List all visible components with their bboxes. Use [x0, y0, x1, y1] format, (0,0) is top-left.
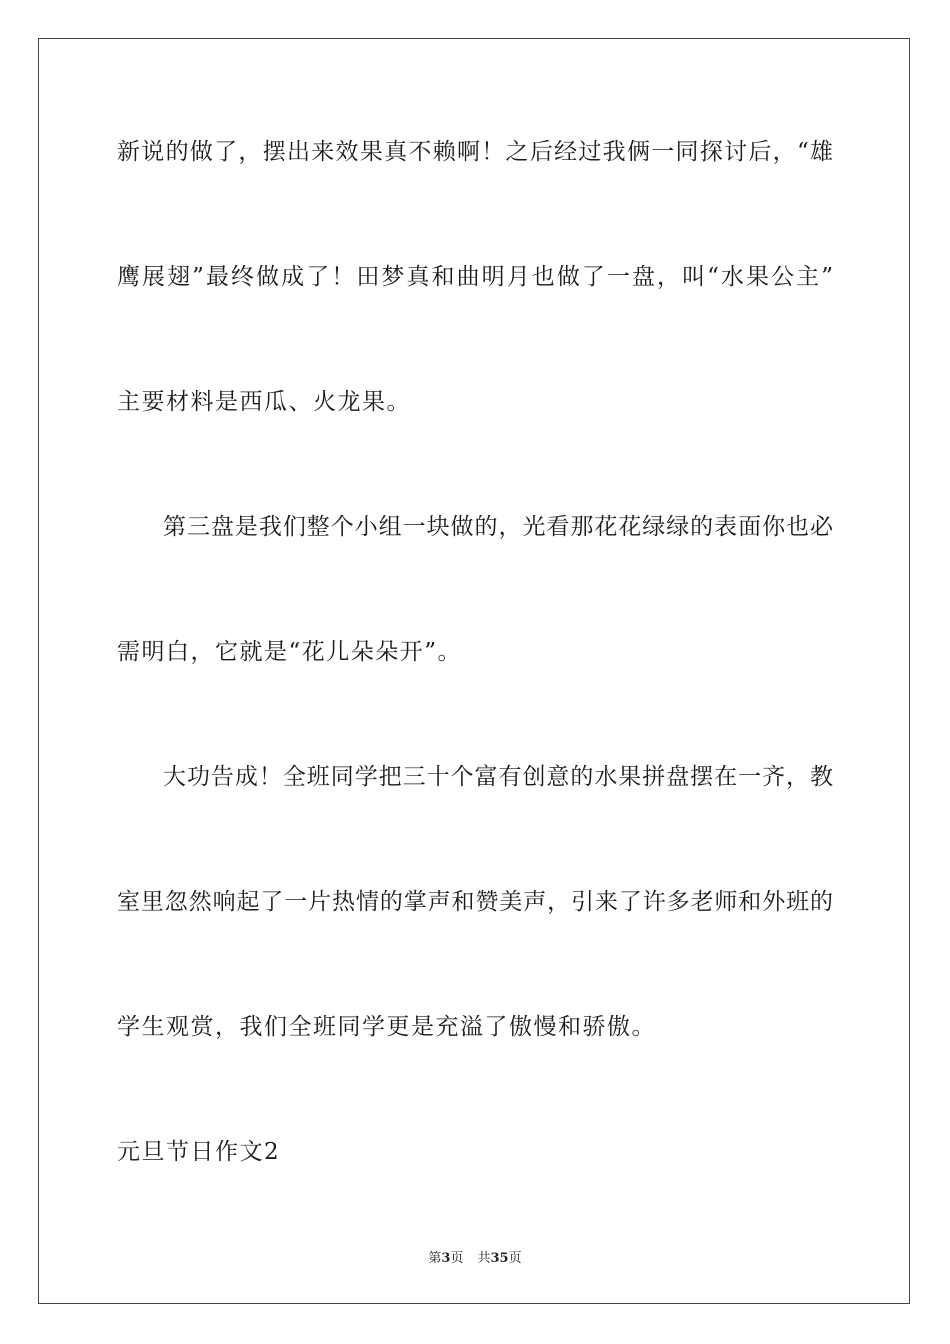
text-line-8: 学生观赏，我们全班同学更是充溢了傲慢和骄傲。: [117, 1014, 656, 1040]
text-line-2: 鹰展翅”最终做成了！田梦真和曲明月也做了一盘，叫“水果公主”: [117, 264, 833, 290]
total-suffix: 页: [508, 1251, 522, 1266]
text-line-4: 第三盘是我们整个小组一块做的，光看那花花绿绿的表面你也必: [163, 514, 833, 540]
text-line-7: 室里忽然响起了一片热情的掌声和赞美声，引来了许多老师和外班的: [117, 889, 833, 915]
text-line-1: 新说的做了，摆出来效果真不赖啊！之后经过我俩一同探讨后，“雄: [117, 139, 833, 165]
page-border: [38, 38, 910, 1304]
text-line-6: 大功告成！全班同学把三十个富有创意的水果拼盘摆在一齐，教: [163, 764, 833, 790]
text-line-3: 主要材料是西瓜、火龙果。: [117, 389, 411, 415]
total-pages: 35: [490, 1251, 509, 1266]
section-heading: 元旦节日作文2: [117, 1139, 281, 1165]
text-line-5: 需明白，它就是“花儿朵朵开”。: [117, 639, 463, 665]
page-number: 3: [441, 1251, 451, 1266]
total-prefix: 共: [477, 1251, 491, 1266]
page-prefix: 第: [428, 1251, 442, 1266]
page-footer: [0, 1247, 950, 1266]
page-suffix: 页: [450, 1251, 464, 1266]
